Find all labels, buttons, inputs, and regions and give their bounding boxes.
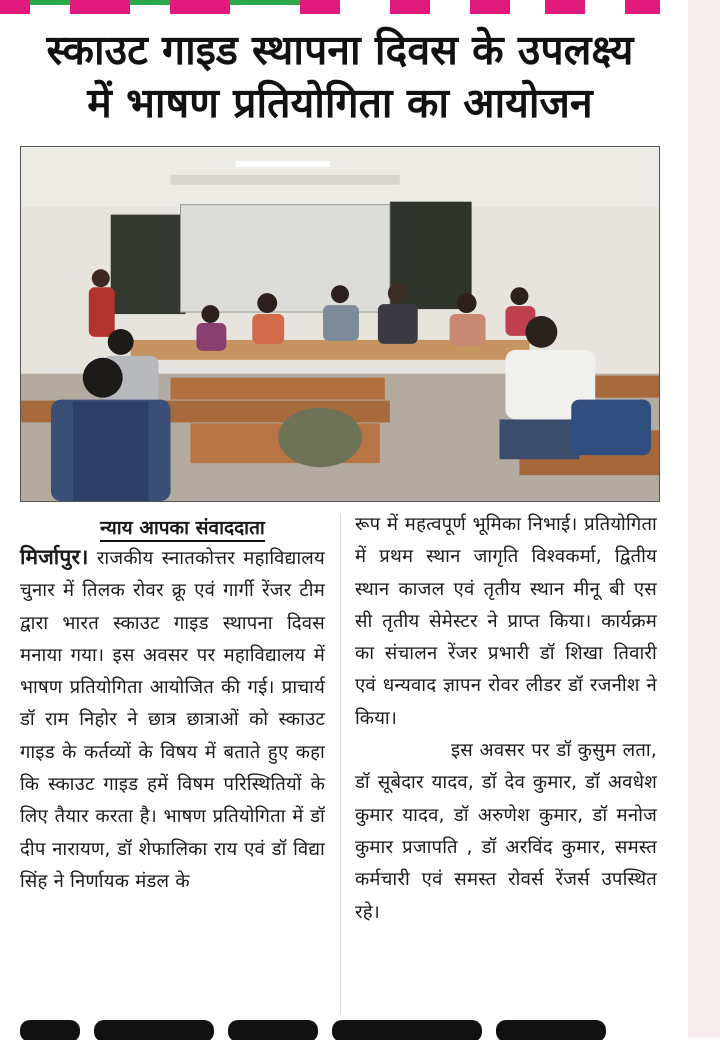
article-column-right [355, 509, 657, 929]
article-paragraph-1: रूप में महत्वपूर्ण भूमिका निभाई। प्रतियोगिता में प्रथम स्थान जागृति विश्वकर्मा, द्वितीय स्थान काजल एवं तृतीय स्थान मीनू बी एस सी तृतीय सेमेस्टर ने प्राप्त किया। कार्यक्रम का संचालन रेंजर प्रभारी डॉ शिखा तिवारी एवं धन्यवाद ज्ञापन रोवर लीडर डॉ रजनीश ने किया। [355, 514, 657, 729]
article-paragraph-2-wrap [355, 735, 657, 929]
headline [20, 24, 660, 130]
article-column-left [20, 541, 325, 898]
next-headline-cropped [20, 1020, 670, 1040]
byline-text: न्याय आपका संवाददाता [100, 517, 265, 542]
column-divider [340, 514, 341, 1014]
article-paragraph-2: इस अवसर पर डॉ कुसुम लता, डॉ सूबेदार यादव, डॉ देव कुमार, डॉ अवधेश कुमार यादव, डॉ अरुणेश कुमार, डॉ मनोज कुमार प्रजापति , डॉ अरविंद कुमार, समस्त कर्मचारी एवं समस्त रोवर्स रेंजर्स उपस्थित रहे। [355, 740, 657, 923]
top-decorative-strip [0, 0, 688, 16]
headline-line-2: में भाषण प्रतियोगिता का आयोजन [87, 79, 593, 127]
dateline-place: मिर्जापुर। [20, 545, 89, 569]
headline-line-1: स्काउट गाइड स्थापना दिवस के उपलक्ष्य [46, 26, 634, 74]
page-margin [688, 0, 720, 1038]
article-text-left: राजकीय स्नातकोत्तर महाविद्यालय चुनार में तिलक रोवर क्रू एवं गार्गी रेंजर टीम द्वारा भारत स्काउट गाइड स्थापना दिवस मनाया गया। इस अवसर पर महाविद्यालय में भाषण प्रतियोगिता आयोजित की गई। प्राचार्य डॉ राम निहोर ने छात्र छात्राओं को स्काउट गाइड के कर्तव्यों के विषय में बताते हुए कहा कि स्काउट गाइड हमें विषम परिस्थितियों के लिए तैयार करता है। भाषण प्रतियोगिता में डॉ दीप नारायण, डॉ शेफालिका राय एवं डॉ विद्या सिंह ने निर्णायक मंडल के [20, 548, 325, 892]
byline [20, 513, 345, 543]
event-photo [20, 146, 660, 502]
